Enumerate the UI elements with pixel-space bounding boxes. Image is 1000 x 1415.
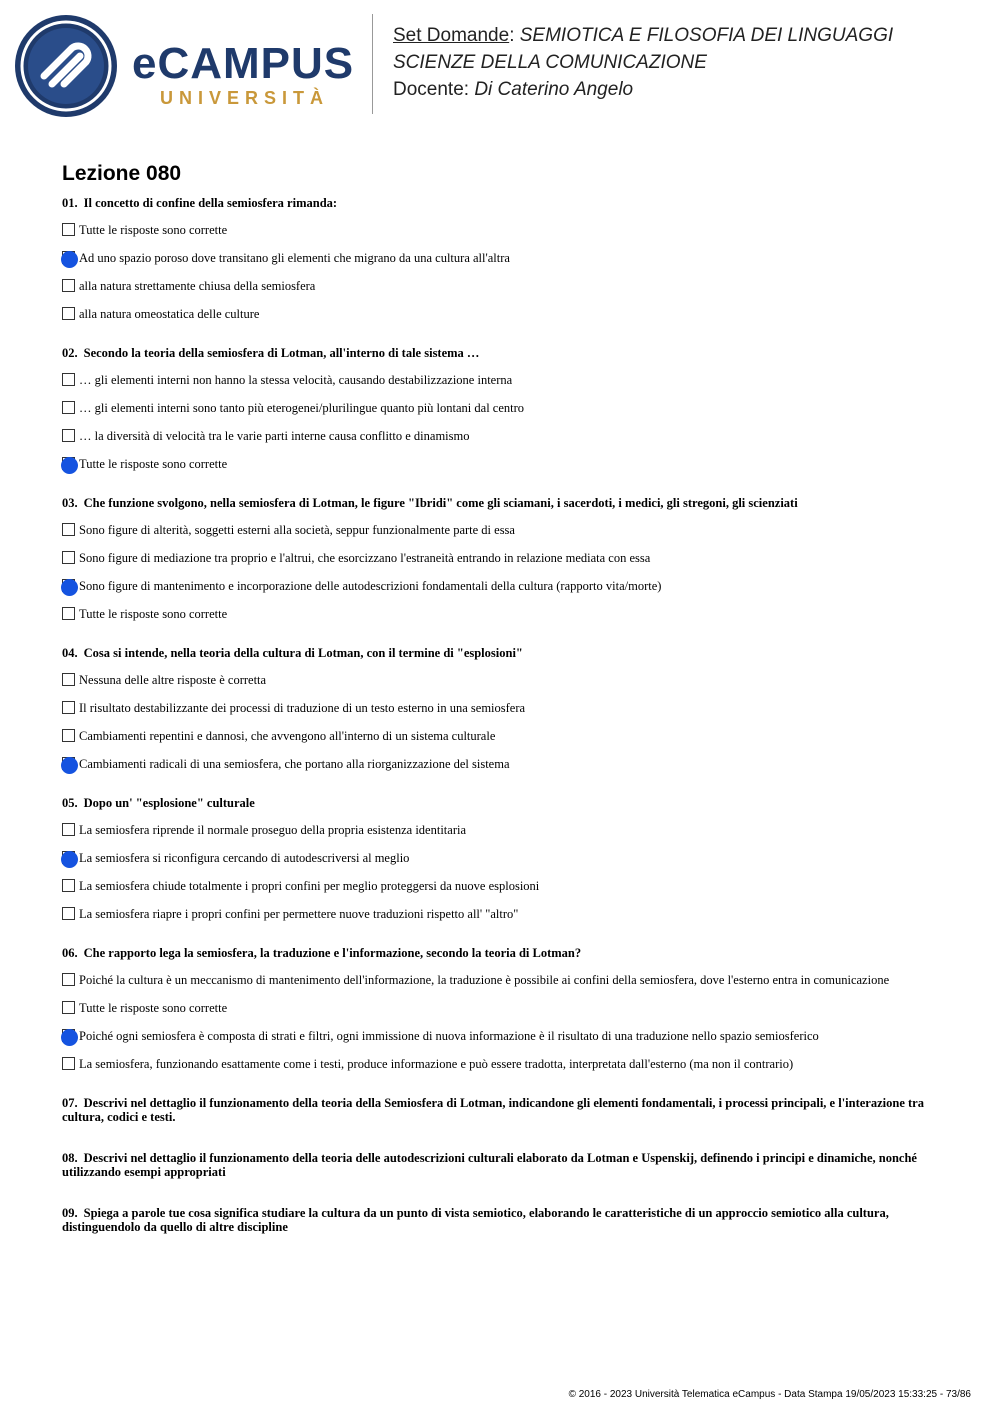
answer-text: Tutte le risposte sono corrette bbox=[79, 223, 228, 237]
question-spacer bbox=[62, 784, 942, 796]
answer-option[interactable] bbox=[62, 672, 942, 700]
answer-checkbox[interactable] bbox=[62, 223, 75, 236]
course-title: SEMIOTICA E FILOSOFIA DEI LINGUAGGI bbox=[519, 25, 894, 46]
answer-text: Il risultato destabilizzante dei processi di traduzione di un testo esterno in una semiosfera bbox=[79, 701, 526, 715]
question-text: Dopo un' "esplosione" culturale bbox=[83, 796, 255, 810]
question-text: Cosa si intende, nella teoria della cultura di Lotman, con il termine di "esplosioni" bbox=[83, 646, 523, 660]
answer-checkbox[interactable] bbox=[62, 1057, 75, 1070]
answer-checkbox[interactable] bbox=[62, 673, 75, 686]
answer-text: … gli elementi interni non hanno la stessa velocità, causando destabilizzazione interna bbox=[79, 373, 513, 387]
answer-text: Nessuna delle altre risposte è corretta bbox=[79, 673, 267, 687]
answer-option[interactable] bbox=[62, 756, 942, 784]
answer-option[interactable] bbox=[62, 1056, 942, 1084]
question-spacer bbox=[62, 334, 942, 346]
question-title bbox=[62, 346, 942, 361]
logo-brand: eCAMPUS bbox=[132, 39, 355, 88]
question-text: Descrivi nel dettaglio il funzionamento della teoria delle autodescrizioni culturali elaborato da Lotman e Uspenskij, definendo i principi e dinamiche, nonché utilizzando esempi appropriati bbox=[62, 1151, 917, 1179]
selected-marker-icon bbox=[61, 457, 78, 474]
answer-text: Sono figure di mantenimento e incorporazione delle autodescrizioni fondamentali della cultura (rapporto vita/morte) bbox=[79, 579, 662, 593]
question bbox=[62, 946, 942, 1096]
answer-checkbox[interactable] bbox=[62, 401, 75, 414]
question-spacer bbox=[62, 484, 942, 496]
answer-text: Sono figure di mediazione tra proprio e l'altrui, che esorcizzano l'estraneità entrando in relazione mediata con essa bbox=[79, 551, 651, 565]
answer-text: Ad uno spazio poroso dove transitano gli elementi che migrano da una cultura all'altra bbox=[79, 251, 510, 265]
question bbox=[62, 196, 942, 346]
question-number: 01. bbox=[62, 196, 78, 210]
answer-option[interactable] bbox=[62, 306, 942, 334]
answer-text: La semiosfera si riconfigura cercando di autodescriversi al meglio bbox=[79, 851, 410, 865]
answer-text: Tutte le risposte sono corrette bbox=[79, 1001, 228, 1015]
question-title bbox=[62, 646, 942, 661]
answer-checkbox[interactable] bbox=[62, 729, 75, 742]
answer-text: Poiché la cultura è un meccanismo di mantenimento dell'informazione, la traduzione è possibile ai confini della semiosfera, dove l'esterno entra in comunicazione bbox=[79, 973, 890, 987]
answer-text: … la diversità di velocità tra le varie parti interne causa conflitto e dinamismo bbox=[79, 429, 470, 443]
answer-option[interactable] bbox=[62, 972, 942, 1000]
answer-option[interactable] bbox=[62, 578, 942, 606]
question-text: Che rapporto lega la semiosfera, la traduzione e l'informazione, secondo la teoria di Lotman? bbox=[83, 946, 582, 960]
answer-option[interactable] bbox=[62, 850, 942, 878]
answer-checkbox[interactable] bbox=[62, 373, 75, 386]
answer-checkbox[interactable] bbox=[62, 879, 75, 892]
question-text: Il concetto di confine della semiosfera rimanda: bbox=[83, 196, 338, 210]
page-header bbox=[0, 0, 1000, 130]
answer-checkbox[interactable] bbox=[62, 1001, 75, 1014]
question-text: Descrivi nel dettaglio il funzionamento della teoria della Semiosfera di Lotman, indicandone gli elementi fondamentali, i processi principali, e l'interazione tra cultura, codici e testi. bbox=[62, 1096, 924, 1124]
question-number: 06. bbox=[62, 946, 78, 960]
answer-option[interactable] bbox=[62, 400, 942, 428]
answer-text: alla natura strettamente chiusa della semiosfera bbox=[79, 279, 316, 293]
answer-checkbox[interactable] bbox=[62, 551, 75, 564]
open-question bbox=[62, 1151, 942, 1179]
question-number: 02. bbox=[62, 346, 78, 360]
logo-subtitle: UNIVERSITÀ bbox=[160, 88, 330, 108]
question-text: Che funzione svolgono, nella semiosfera di Lotman, le figure "Ibridi" come gli sciamani, i sacerdoti, i medici, gli stregoni, gli scienziati bbox=[83, 496, 798, 510]
question-number: 08. bbox=[62, 1151, 78, 1165]
answer-checkbox[interactable] bbox=[62, 279, 75, 292]
lesson-title: Lezione 080 bbox=[62, 162, 182, 185]
selected-marker-icon bbox=[61, 251, 78, 268]
answer-option[interactable] bbox=[62, 1000, 942, 1028]
question-title bbox=[62, 196, 942, 211]
answer-option[interactable] bbox=[62, 278, 942, 306]
header-info: Set Domande: SEMIOTICA E FILOSOFIA DEI LINGUAGGI SCIENZE DELLA COMUNICAZIONE Docente: Di Caterino Angelo bbox=[393, 25, 894, 100]
answer-option[interactable] bbox=[62, 700, 942, 728]
selected-marker-icon bbox=[61, 757, 78, 774]
answer-option[interactable] bbox=[62, 822, 942, 850]
question bbox=[62, 496, 942, 646]
page-footer: © 2016 - 2023 Università Telematica eCampus - Data Stampa 19/05/2023 15:33:25 - 73/86 bbox=[568, 1389, 971, 1400]
question-number: 03. bbox=[62, 496, 78, 510]
answer-text: Cambiamenti radicali di una semiosfera, che portano alla riorganizzazione del sistema bbox=[79, 757, 510, 771]
answer-checkbox[interactable] bbox=[62, 251, 75, 264]
answer-checkbox[interactable] bbox=[62, 607, 75, 620]
answer-checkbox[interactable] bbox=[62, 907, 75, 920]
question-number: 04. bbox=[62, 646, 78, 660]
question-title bbox=[62, 796, 942, 811]
answer-checkbox[interactable] bbox=[62, 457, 75, 470]
teacher-label: Docente: bbox=[393, 79, 470, 100]
answer-option[interactable] bbox=[62, 1028, 942, 1056]
answer-text: La semiosfera riapre i propri confini per permettere nuove traduzioni rispetto all' "altro" bbox=[79, 907, 519, 921]
question bbox=[62, 796, 942, 946]
answer-text: Poiché ogni semiosfera è composta di strati e filtri, ogni immissione di nuova informazione è il risultato di una traduzione nello spazio semiosferico bbox=[79, 1029, 819, 1043]
answer-option[interactable] bbox=[62, 878, 942, 906]
answer-option[interactable] bbox=[62, 456, 942, 484]
answer-text: Sono figure di alterità, soggetti esterni alla società, seppur funzionalmente parte di essa bbox=[79, 523, 515, 537]
question-number: 05. bbox=[62, 796, 78, 810]
answer-text: Tutte le risposte sono corrette bbox=[79, 607, 228, 621]
answer-text: alla natura omeostatica delle culture bbox=[79, 307, 260, 321]
ecampus-logo-icon bbox=[14, 14, 118, 118]
course-subtitle: SCIENZE DELLA COMUNICAZIONE bbox=[393, 52, 707, 73]
question-title bbox=[62, 496, 942, 511]
answer-option[interactable] bbox=[62, 222, 942, 250]
question-spacer bbox=[62, 634, 942, 646]
answer-checkbox[interactable] bbox=[62, 757, 75, 770]
answer-checkbox[interactable] bbox=[62, 307, 75, 320]
answer-text: La semiosfera, funzionando esattamente come i testi, produce informazione e può essere tradotta, interpretata dall'esterno (ma non il contrario) bbox=[79, 1057, 794, 1071]
answer-checkbox[interactable] bbox=[62, 523, 75, 536]
answer-option[interactable] bbox=[62, 372, 942, 400]
answer-text: Tutte le risposte sono corrette bbox=[79, 457, 228, 471]
answer-checkbox[interactable] bbox=[62, 429, 75, 442]
answer-checkbox[interactable] bbox=[62, 579, 75, 592]
answer-checkbox[interactable] bbox=[62, 701, 75, 714]
answer-option[interactable] bbox=[62, 250, 942, 278]
answer-option[interactable] bbox=[62, 428, 942, 456]
question-text: Spiega a parole tue cosa significa studiare la cultura da un punto di vista semiotico, elaborando le caratteristiche di un approccio semiotico alla cultura, distinguendolo da quello di altre discipline bbox=[62, 1206, 889, 1234]
answer-text: La semiosfera riprende il normale proseguo della propria esistenza identitaria bbox=[79, 823, 466, 837]
selected-marker-icon bbox=[61, 851, 78, 868]
header-divider bbox=[372, 14, 373, 114]
answer-option[interactable] bbox=[62, 550, 942, 578]
answer-checkbox[interactable] bbox=[62, 973, 75, 986]
question-spacer bbox=[62, 1084, 942, 1096]
question-spacer bbox=[62, 934, 942, 946]
answer-checkbox[interactable] bbox=[62, 1029, 75, 1042]
teacher-name: Di Caterino Angelo bbox=[474, 79, 634, 100]
question bbox=[62, 346, 942, 496]
questions-list bbox=[62, 196, 942, 1261]
question-number: 09. bbox=[62, 1206, 78, 1220]
question-number: 07. bbox=[62, 1096, 78, 1110]
question-text: Secondo la teoria della semiosfera di Lotman, all'interno di tale sistema … bbox=[83, 346, 480, 360]
open-question bbox=[62, 1206, 942, 1234]
answer-text: Cambiamenti repentini e dannosi, che avvengono all'interno di un sistema culturale bbox=[79, 729, 496, 743]
answer-checkbox[interactable] bbox=[62, 851, 75, 864]
question bbox=[62, 646, 942, 796]
selected-marker-icon bbox=[61, 579, 78, 596]
question-title bbox=[62, 946, 942, 961]
answer-option[interactable] bbox=[62, 728, 942, 756]
answer-text: La semiosfera chiude totalmente i propri confini per meglio proteggersi da nuove esplosioni bbox=[79, 879, 540, 893]
answer-option[interactable] bbox=[62, 906, 942, 934]
answer-option[interactable] bbox=[62, 522, 942, 550]
answer-checkbox[interactable] bbox=[62, 823, 75, 836]
selected-marker-icon bbox=[61, 1029, 78, 1046]
open-question bbox=[62, 1096, 942, 1124]
set-label: Set Domande bbox=[393, 25, 510, 46]
answer-option[interactable] bbox=[62, 606, 942, 634]
answer-text: … gli elementi interni sono tanto più eterogenei/plurilingue quanto più lontani dal centro bbox=[79, 401, 525, 415]
